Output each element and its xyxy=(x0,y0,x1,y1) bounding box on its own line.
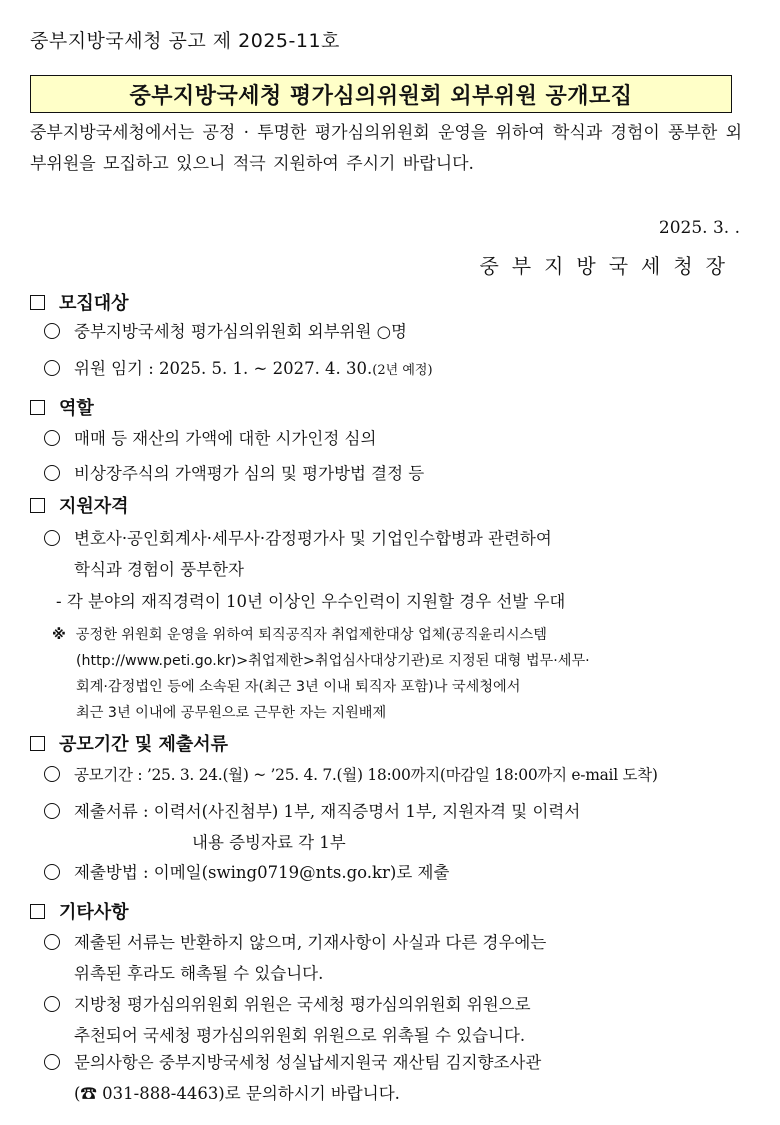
list-item-text: 문의사항은 중부지방국세청 성실납세지원국 재산팀 김지향조사관 xyxy=(74,1053,542,1072)
list-item-text-cont: 내용 증빙자료 각 1부 xyxy=(192,833,346,852)
section-title: 공모기간 및 제출서류 xyxy=(59,734,229,755)
section-title: 기타사항 xyxy=(59,902,129,923)
notice-date: 2025. 3. . xyxy=(658,218,740,238)
list-item-text: 지방청 평가심의위원회 위원은 국세청 평가심의위원회 위원으로 xyxy=(74,995,531,1014)
note-text: 최근 3년 이내에 공무원으로 근무한 자는 지원배제 xyxy=(76,705,387,721)
circle-bullet-icon xyxy=(44,766,60,782)
notice-title-box xyxy=(30,75,732,113)
circle-bullet-icon xyxy=(44,530,60,546)
section-role-heading xyxy=(30,394,94,420)
note-text: (http://www.peti.go.kr)>취업제한>취업심사대상기관)로 지정된 대형 법무·세무· xyxy=(76,653,590,669)
list-item-text: 변호사·공인회계사·세무사·감정평가사 및 기업인수합병과 관련하여 xyxy=(74,529,552,548)
circle-bullet-icon xyxy=(44,430,60,446)
section-etc-heading xyxy=(30,898,129,924)
circle-bullet-icon xyxy=(44,934,60,950)
section-box-icon xyxy=(30,400,45,415)
list-item xyxy=(44,927,736,989)
list-item xyxy=(44,857,736,888)
note-text: 회계·감정법인 등에 소속된 자(최근 3년 이내 퇴직자 포함)나 국세청에서 xyxy=(76,679,521,695)
section-title: 모집대상 xyxy=(59,293,129,314)
term-note: (2년 예정) xyxy=(372,363,433,378)
list-item-text: 매매 등 재산의 가액에 대한 시가인정 심의 xyxy=(74,429,377,448)
list-item-text: 제출서류 : 이력서(사진첨부) 1부, 재직증명서 1부, 지원자격 및 이력서 xyxy=(74,802,581,821)
dash-item: - 각 분야의 재직경력이 10년 이상인 우수인력이 지원할 경우 선발 우대 xyxy=(56,592,566,611)
list-item xyxy=(44,458,736,489)
contact-text: (☎ 031-888-4463)로 문의하시기 바랍니다. xyxy=(74,1084,400,1103)
list-item xyxy=(44,316,736,347)
section-title: 지원자격 xyxy=(59,496,129,517)
list-item-text-cont: 학식과 경험이 풍부한자 xyxy=(74,560,244,579)
list-item-text: 중부지방국세청 평가심의위원회 외부위원 ○명 xyxy=(74,322,407,341)
circle-bullet-icon xyxy=(44,803,60,819)
notice-number: 중부지방국세청 공고 제 2025-11호 xyxy=(30,30,340,52)
list-item-text-cont: 위촉된 후라도 해촉될 수 있습니다. xyxy=(74,964,324,983)
list-item-text-cont: 추천되어 국세청 평가심의위원회 위원으로 위촉될 수 있습니다. xyxy=(74,1026,526,1045)
section-box-icon xyxy=(30,295,45,310)
list-item xyxy=(44,423,736,454)
note-text: 공정한 위원회 운영을 위하여 퇴직공직자 취업제한대상 업체(공직윤리시스템 xyxy=(75,627,547,643)
circle-bullet-icon xyxy=(44,360,60,376)
circle-bullet-icon xyxy=(44,864,60,880)
section-title: 역할 xyxy=(59,398,94,419)
intro-paragraph: 중부지방국세청에서는 공정 · 투명한 평가심의위원회 운영을 위하여 학식과 경험이 풍부한 외부위원을 모집하고 있으니 적극 지원하여 주시기 바랍니다. xyxy=(30,123,742,174)
circle-bullet-icon xyxy=(44,1054,60,1070)
circle-bullet-icon xyxy=(44,465,60,481)
list-item-text: 제출방법 : 이메일(swing0719@nts.go.kr)로 제출 xyxy=(74,863,450,882)
circle-bullet-icon xyxy=(44,996,60,1012)
list-item-text: 제출된 서류는 반환하지 않으며, 기재사항이 사실과 다른 경우에는 xyxy=(74,933,547,952)
circle-bullet-icon xyxy=(44,323,60,339)
section-qualification-heading xyxy=(30,492,129,518)
list-item xyxy=(44,353,736,386)
list-item-text: 공모기간 : ’25. 3. 24.(월) ~ ’25. 4. 7.(월) 18:00까지(마감일 18:00까지 e-mail 도착) xyxy=(74,766,658,784)
list-item xyxy=(44,796,736,858)
list-item xyxy=(44,989,736,1051)
list-item xyxy=(44,523,736,585)
list-item xyxy=(44,1047,736,1109)
note-mark: ※ xyxy=(52,627,66,643)
section-recruit-heading xyxy=(30,289,129,315)
section-box-icon xyxy=(30,736,45,751)
signer-name: 중부지방국세청장 xyxy=(479,254,738,278)
notice-title: 중부지방국세청 평가심의위원회 외부위원 공개모집 xyxy=(129,83,633,109)
term-text: 위원 임기 : 2025. 5. 1. ~ 2027. 4. 30. xyxy=(74,359,373,378)
section-box-icon xyxy=(30,904,45,919)
section-period-heading xyxy=(30,730,228,756)
list-item-text: 비상장주식의 가액평가 심의 및 평가방법 결정 등 xyxy=(74,464,425,483)
list-item xyxy=(44,760,736,791)
section-box-icon xyxy=(30,498,45,513)
exclusion-note xyxy=(52,622,736,726)
